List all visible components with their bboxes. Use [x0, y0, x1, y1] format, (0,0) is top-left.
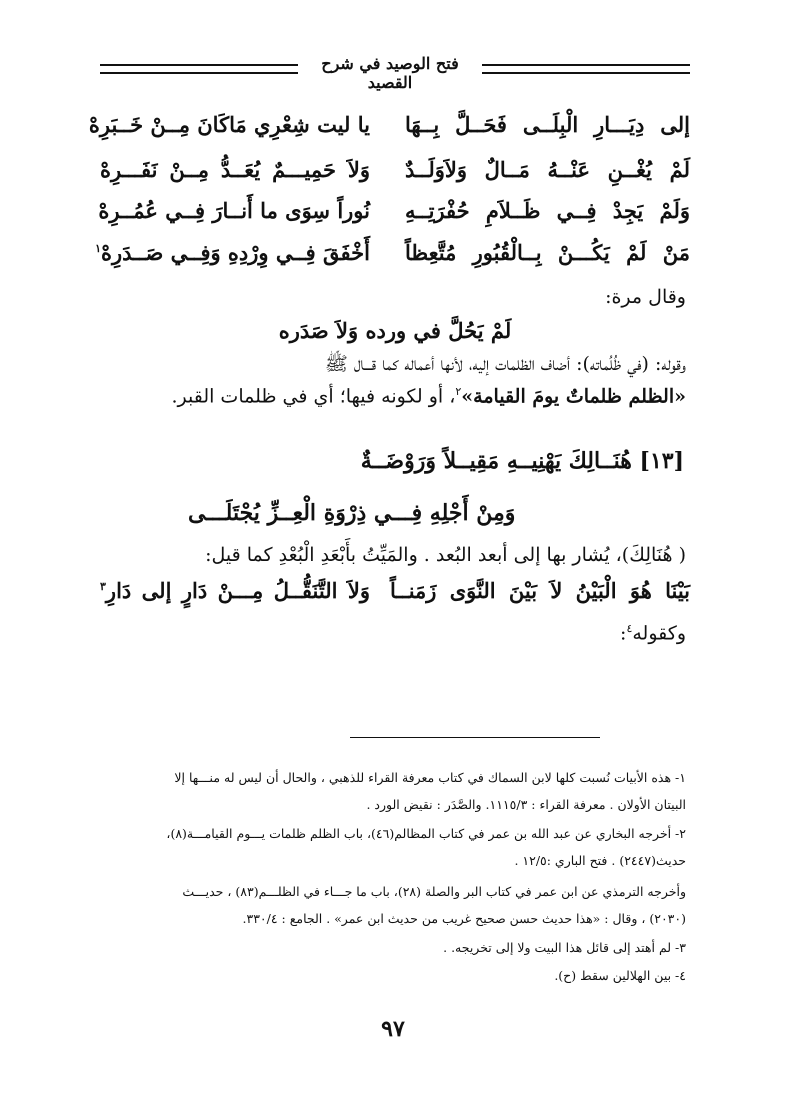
- poem-verse: [100, 157, 690, 201]
- verse-number: [١٣]: [639, 448, 684, 474]
- intro-line: وقال مرة:: [605, 286, 686, 308]
- footnote-line: ٣- لم أهتد إلى قائل هذا البيت ولا إلى تخريجه. .: [443, 940, 686, 955]
- poem-verse: [95, 240, 690, 284]
- footnote-line: ٢- أخرجه البخاري عن عبد الله بن عمر في كتاب المظالم(٤٦)، باب الظلم ظلمات يـــوم القيامـــة(٨)،: [166, 826, 686, 841]
- header-title: فتح الوصيد في شرح القصيد: [321, 54, 459, 92]
- page-number: ٩٧: [381, 1016, 405, 1042]
- footnote-marker: ١: [95, 242, 102, 255]
- quoted-verse: [100, 578, 690, 614]
- verse-second-hemistich: [95, 240, 370, 265]
- verse-second-hemistich: نُوراً سِوَى ما أَنــارَ فِــي عُمُــرِهْ: [98, 198, 370, 223]
- footnote-line: وأخرجه الترمذي عن ابن عمر في كتاب البر والصلة (٢٨)، باب ما جـــاء في الظلـــم(٨٣) ، حديـــث: [182, 884, 686, 899]
- commentary-line-1: وقوله: (في ظُلُماته): أضاف الظلمات إليه، لأنها أعماله كما قـــال ﷺ: [324, 353, 686, 375]
- footnote-marker: ٤: [626, 622, 633, 635]
- header-rule-left: [100, 64, 298, 74]
- footnote-line: ٤- بين الهلالين سقط (ح).: [554, 968, 686, 983]
- running-header: [100, 50, 690, 92]
- verse-text: وَلاَ التَّنَقُّــلُ مِـــنْ دَارٍ إلى دَارِ: [105, 578, 370, 603]
- header-rule-right: [482, 64, 690, 74]
- verse-first-hemistich: إلى دِيَـــارِ الْبِلَــى فَحَــلَّ بِــهَا: [405, 112, 690, 137]
- footnote-line: حديث(٢٤٤٧) . فتح الباري :١٢/٥ .: [514, 853, 686, 868]
- main-verse-second-line: وَمِنْ أَجْلِهِ فِـــي ذِرْوَةِ الْعِــزِّ يُجْتَلَـــى: [188, 500, 516, 526]
- verse-first-hemistich: لَمْ يُغْــنِ عَنْــهُ مَــالٌ وَلاَوَلَــدٌ: [405, 157, 690, 182]
- footnote-line: البيتان الأولان . معرفة القراء : ١١١٥/٣. والصَّدَر : نقيض الورد .: [366, 797, 686, 812]
- verse-second-hemistich: وَلاَ حَمِيـــمٌ يُعَــدُّ مِــنْ نَفَـــرِهْ: [100, 157, 370, 182]
- verse-first-hemistich: وَلَمْ يَجِدْ فِــي ظَــلاَمِ حُفْرَتِــهِ: [405, 198, 690, 223]
- poem-verse: [88, 112, 690, 156]
- verse-first-hemistich: بَيْنَا هُوَ الْبَيْنُ لاَ بَيْنَ النَّوَى زَمَنــاً: [390, 578, 690, 603]
- poem-verse: [100, 198, 690, 242]
- footnote-line: ١- هذه الأبيات نُسبت كلها لابن السماك في كتاب معرفة القراء للذهبي ، والحال أن ليس له منـــها إلا: [174, 770, 686, 785]
- kaqawlihi-colon: :: [620, 622, 627, 645]
- verse-first-hemistich: هُنَــالِكَ يَهْنِيــهِ مَقِيــلاً وَرَوْضَــةٌ: [360, 448, 632, 474]
- commentary-line-2: [96, 385, 686, 407]
- verse-second-hemistich: يا ليت شِعْرِي مَاكَانَ مِــنْ خَــبَرِهْ: [88, 112, 370, 137]
- footnote-separator: [350, 737, 600, 738]
- kaqawlihi-text: وكقوله: [632, 622, 686, 645]
- kaqawlihi-line: [620, 622, 686, 644]
- footnote-line: (٢٠٣٠) ، وقال : «هذا حديث حسن صحيح غريب من حديث ابن عمر» . الجامع : ٣٣٠/٤.: [242, 911, 686, 926]
- verse-text: أَخْفَقَ فِــي وِرْدِهِ وَفِــي صَــدَرِهْ: [101, 240, 370, 265]
- commentary-continuation: ، أو لكونه فيها؛ أي في ظلمات القبر.: [171, 385, 456, 408]
- footnote-marker: ٣: [100, 580, 106, 593]
- quoted-hemistich: لَمْ يَحُلَّ في ورده وَلاَ صَدَره: [278, 318, 512, 343]
- footnote-marker: ٢: [455, 385, 462, 398]
- hadith-quote: «الظلم ظلماتٌ يومَ القيامة»: [461, 385, 686, 408]
- main-verse-first-line: [361, 448, 684, 474]
- verse-first-hemistich: مَنْ لَمْ يَكُـــنْ بِــالْقُبُورِ مُتَّعِظاً: [405, 240, 690, 265]
- explanation-line: ( هُنَالِكَ)، يُشار بها إلى أبعد البُعد . والمَيِّتُ بأَبْعَدِ الْبُعْدِ كما قيل:: [205, 544, 686, 566]
- verse-second-hemistich: [100, 578, 370, 603]
